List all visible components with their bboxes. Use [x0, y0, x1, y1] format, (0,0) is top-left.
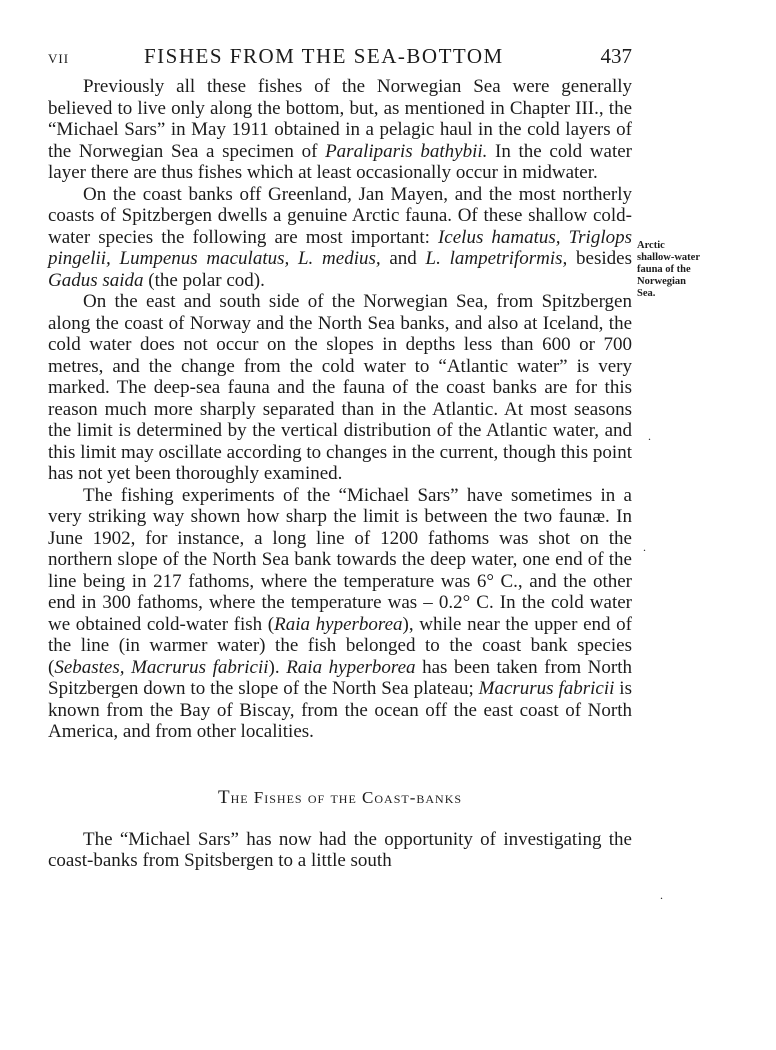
text-run: On the coast banks off Greenland, Jan Mayen, and the most northerly coasts of Spitzbergen dwells a genuine Arctic fauna. Of these shallow cold-water species the following are most important:	[48, 183, 632, 248]
text-run: ), while near the upper end of the line (in warmer water) the fish belonged to the coast bank species (	[48, 613, 633, 678]
text-run: The fishing experiments of the “Michael Sars” have sometimes in a very striking way shown how sharp the limit is between the two faunæ. In June 1902, for instance, a long line of 1200 fathoms was shot on the northern slope of the North Sea bank towards the deep water, one end of the line being in 217 fathoms, where the temperature was 6° C., and the other end in 300 fathoms, where the temperature was – 0.2° C. In the cold water we obtained cold-water fish (	[48, 484, 632, 635]
margin-note-line: Arctic	[637, 240, 665, 251]
paragraph-2	[48, 184, 632, 292]
page-number: 437	[600, 44, 632, 68]
margin-note-line: fauna of the	[637, 264, 691, 275]
text-run: has been taken from North Spitzbergen down to the slope of the North Sea plateau;	[48, 656, 632, 699]
running-head	[48, 44, 632, 72]
margin-dot: .	[643, 540, 646, 554]
species-name: Raia hyperborea	[274, 613, 403, 635]
margin-note-line: Sea.	[637, 288, 656, 299]
text-run: In the cold water layer there are thus fishes which at least occasionally occur in midwater.	[48, 140, 632, 183]
species-name: Sebastes, Macrurus fabricii	[54, 656, 269, 678]
body-text	[48, 76, 632, 872]
text-run: and	[380, 248, 426, 269]
species-name: Icelus hamatus, Triglops pingelii, Lumpenus maculatus, L. medius,	[48, 226, 632, 269]
text-run: is known from the Bay of Biscay, from the ocean off the east coast of North America, and from other localities.	[48, 678, 632, 742]
running-title: FISHES FROM THE SEA-BOTTOM	[144, 44, 504, 68]
text-run: ).	[268, 656, 287, 678]
margin-dot: .	[660, 888, 663, 902]
margin-dot: .	[648, 429, 651, 443]
species-name: Macrurus fabricii	[478, 678, 615, 699]
species-name: L. lampetriformis,	[425, 248, 568, 269]
paragraph-3: On the east and south side of the Norwegian Sea, from Spitzbergen along the coast of Norway and the North Sea banks, and also at Iceland, the cold water does not occur on the slopes in depths less than 600 or 700 metres, and the change from the cold water to “Atlantic water” is very marked. The deep-sea fauna and the fauna of the coast banks are for this reason much more sharply separated than in the Atlantic. At most seasons the limit is determined by the vertical distribution of the Atlantic water, and this limit may oscillate according to changes in the current, though this point has not yet been thoroughly examined.	[48, 291, 632, 484]
chapter-number: VII	[48, 51, 70, 66]
margin-note-line: shallow-water	[637, 252, 700, 263]
paragraph-5: The “Michael Sars” has now had the opportunity of investigating the coast-banks from Spitsbergen to a little south	[48, 828, 632, 871]
text-run: besides	[567, 248, 632, 269]
species-name: Gadus saida	[48, 269, 144, 291]
margin-note	[637, 240, 737, 300]
text-run: (the polar cod).	[143, 269, 265, 291]
paragraph-1	[48, 76, 632, 184]
section-heading: The Fishes of the Coast-banks	[217, 786, 463, 808]
text-run: Previously all these fishes of the Norwegian Sea were generally believed to live only along the bottom, but, as mentioned in Chapter III., the “Michael Sars” in May 1911 obtained in a pelagic haul in the cold layers of the Norwegian Sea a specimen of	[48, 76, 632, 162]
paragraph-4	[48, 485, 632, 743]
species-name: Raia hyperborea	[286, 656, 416, 678]
species-name: Paraliparis bathybii.	[325, 140, 488, 162]
margin-note-line: Norwegian	[637, 276, 686, 287]
